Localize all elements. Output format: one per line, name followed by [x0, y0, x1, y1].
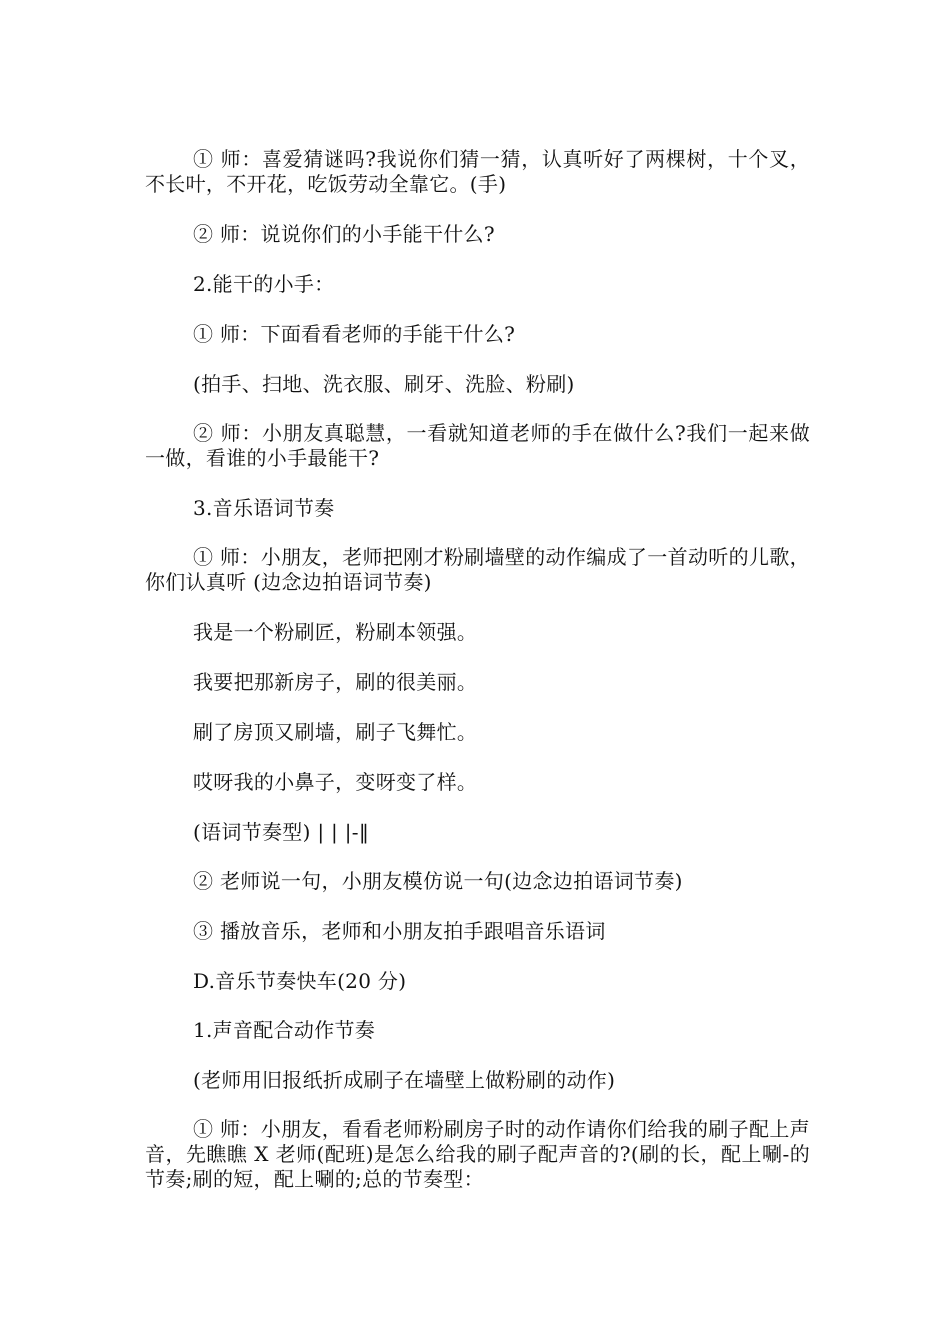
paragraph: ① 师：小朋友，老师把刚才粉刷墙壁的动作编成了一首动听的儿歌，你们认真听 (边念边拍语词节奏): [145, 545, 810, 594]
paragraph: 哎呀我的小鼻子，变呀变了样。: [193, 770, 478, 794]
paragraph: ① 师：小朋友，看看老师粉刷房子时的动作请你们给我的刷子配上声音，先瞧瞧 X 老师(配班)是怎么给我的刷子配声音的?(刷的长，配上唰-的节奏;刷的短，配上唰的;总的节奏型：: [145, 1117, 810, 1191]
paragraph: (老师用旧报纸折成刷子在墙壁上做粉刷的动作): [193, 1068, 616, 1092]
paragraph: 我要把那新房子，刷的很美丽。: [193, 670, 478, 694]
paragraph: 刷了房顶又刷墙，刷子飞舞忙。: [193, 720, 478, 744]
paragraph: 3.音乐语词节奏: [193, 496, 335, 520]
paragraph: ① 师：喜爱猜谜吗?我说你们猜一猜，认真听好了两棵树，十个叉，不长叶，不开花，吃饭劳动全靠它。(手): [145, 147, 810, 196]
paragraph: ② 老师说一句，小朋友模仿说一句(边念边拍语词节奏): [193, 869, 683, 893]
paragraph: ① 师：下面看看老师的手能干什么?: [193, 322, 516, 346]
paragraph: (语词节奏型) | | |-‖: [193, 820, 370, 844]
paragraph: ③ 播放音乐，老师和小朋友拍手跟唱音乐语词: [193, 919, 606, 943]
paragraph: 我是一个粉刷匠，粉刷本领强。: [193, 620, 478, 644]
paragraph: (拍手、扫地、洗衣服、刷牙、洗脸、粉刷): [193, 372, 575, 396]
paragraph: D.音乐节奏快车(20 分): [193, 969, 407, 993]
paragraph: 1.声音配合动作节奏: [193, 1018, 376, 1042]
paragraph: ② 师：小朋友真聪慧，一看就知道老师的手在做什么?我们一起来做一做，看谁的小手最能干?: [145, 421, 810, 470]
paragraph: 2.能干的小手：: [193, 272, 335, 296]
paragraph: ② 师：说说你们的小手能干什么?: [193, 222, 495, 246]
